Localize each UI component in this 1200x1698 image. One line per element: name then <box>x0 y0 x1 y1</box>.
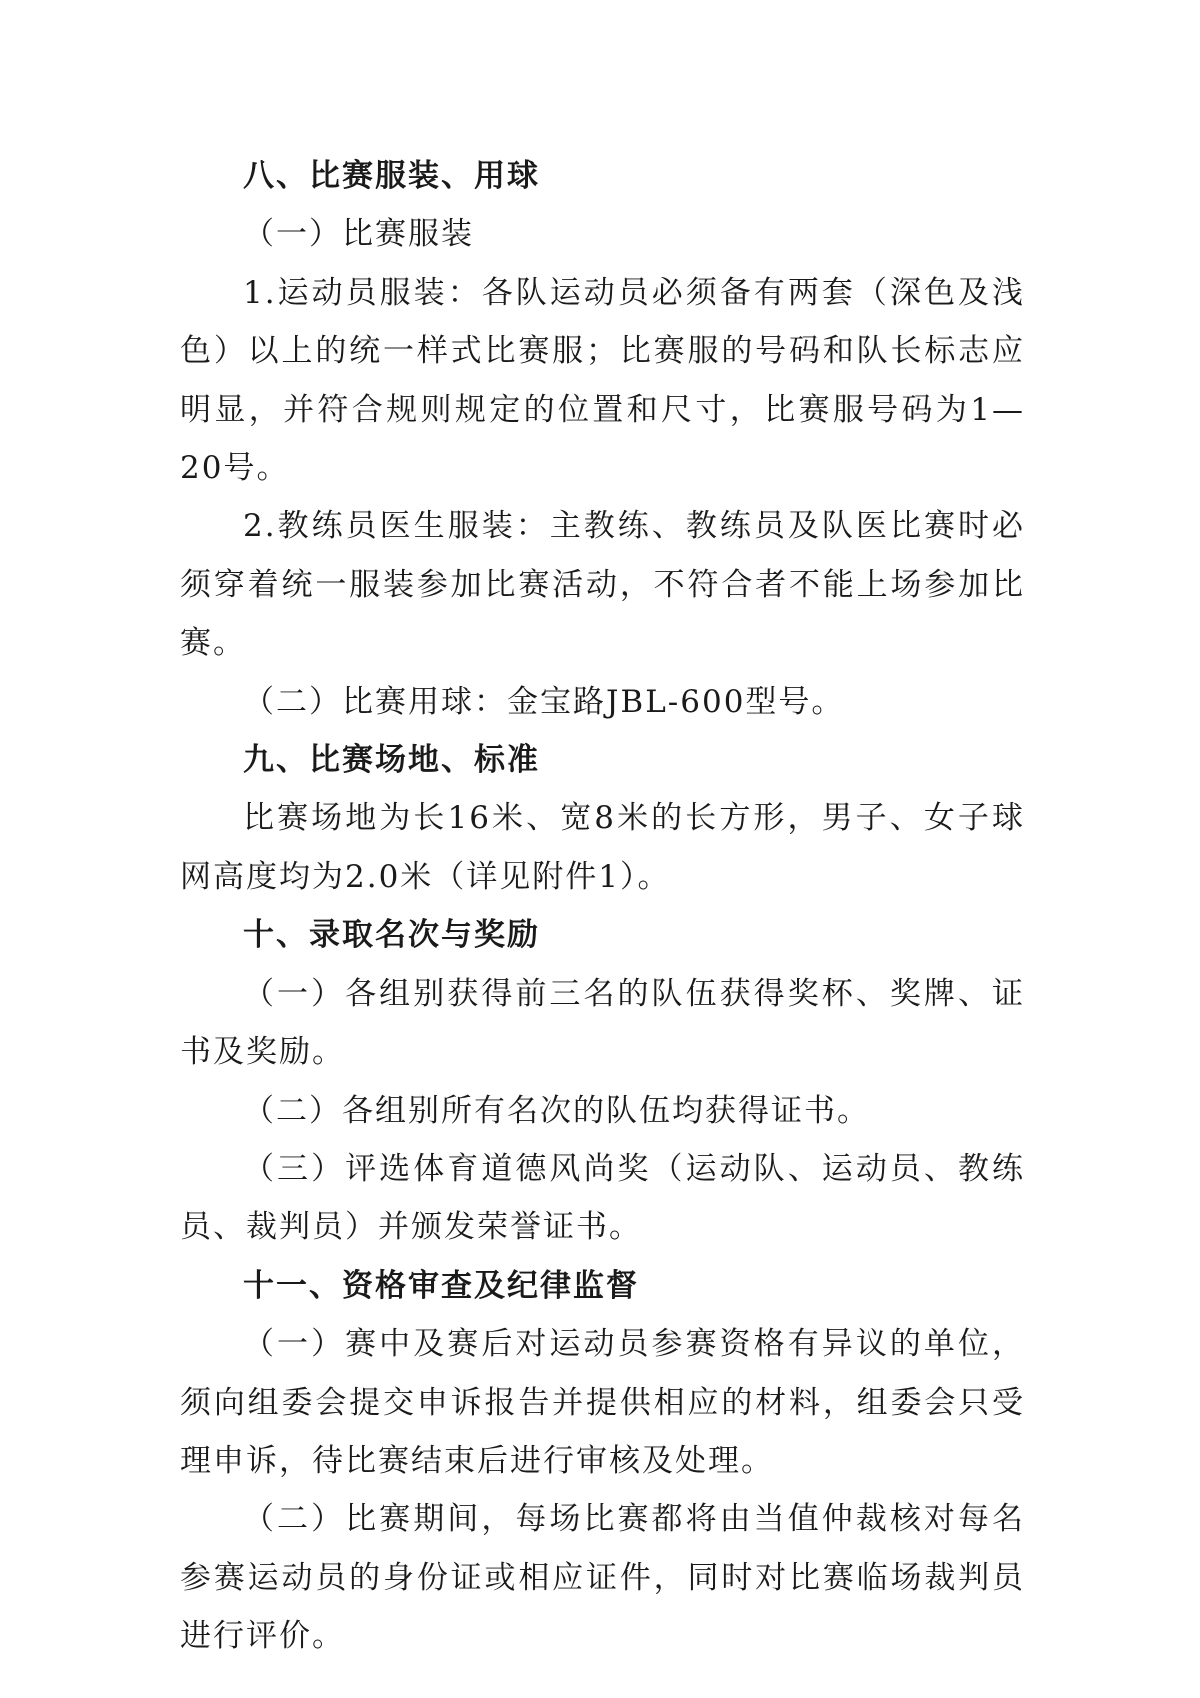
paragraph: （二）比赛用球：金宝路JBL-600型号。 <box>243 683 845 720</box>
paragraph: （三）评选体育道德风尚奖（运动队、运动员、教练员、裁判员）并颁发荣誉证书。 <box>180 1150 1025 1246</box>
section-heading-8: 八、比赛服装、用球 <box>243 158 540 194</box>
paragraph: （二）各组别所有名次的队伍均获得证书。 <box>243 1092 870 1129</box>
paragraph: 比赛场地为长16米、宽8米的长方形，男子、女子球网高度均为2.0米（详见附件1）。 <box>180 800 1025 895</box>
document-body <box>180 147 1025 1666</box>
paragraph: （一）各组别获得前三名的队伍获得奖杯、奖牌、证书及奖励。 <box>180 975 1025 1071</box>
section-heading-9: 九、比赛场地、标准 <box>243 742 540 779</box>
section-heading-10: 十、录取名次与奖励 <box>243 917 540 954</box>
paragraph: 1.运动员服装：各队运动员必须备有两套（深色及浅色）以上的统一样式比赛服；比赛服的号码和队长标志应明显，并符合规则规定的位置和尺寸，比赛服号码为1—20号。 <box>180 274 1025 487</box>
paragraph: （一）赛中及赛后对运动员参赛资格有异议的单位，须向组委会提交申诉报告并提供相应的材料，组委会只受理申诉，待比赛结束后进行审核及处理。 <box>180 1326 1025 1479</box>
paragraph: 2.教练员医生服装：主教练、教练员及队医比赛时必须穿着统一服装参加比赛活动，不符合者不能上场参加比赛。 <box>180 508 1025 662</box>
section-heading-11: 十一、资格审查及纪律监督 <box>243 1267 639 1304</box>
paragraph: （一）比赛服装 <box>243 216 474 253</box>
paragraph: （二）比赛期间，每场比赛都将由当值仲裁核对每名参赛运动员的身份证或相应证件，同时对比赛临场裁判员进行评价。 <box>180 1501 1025 1655</box>
